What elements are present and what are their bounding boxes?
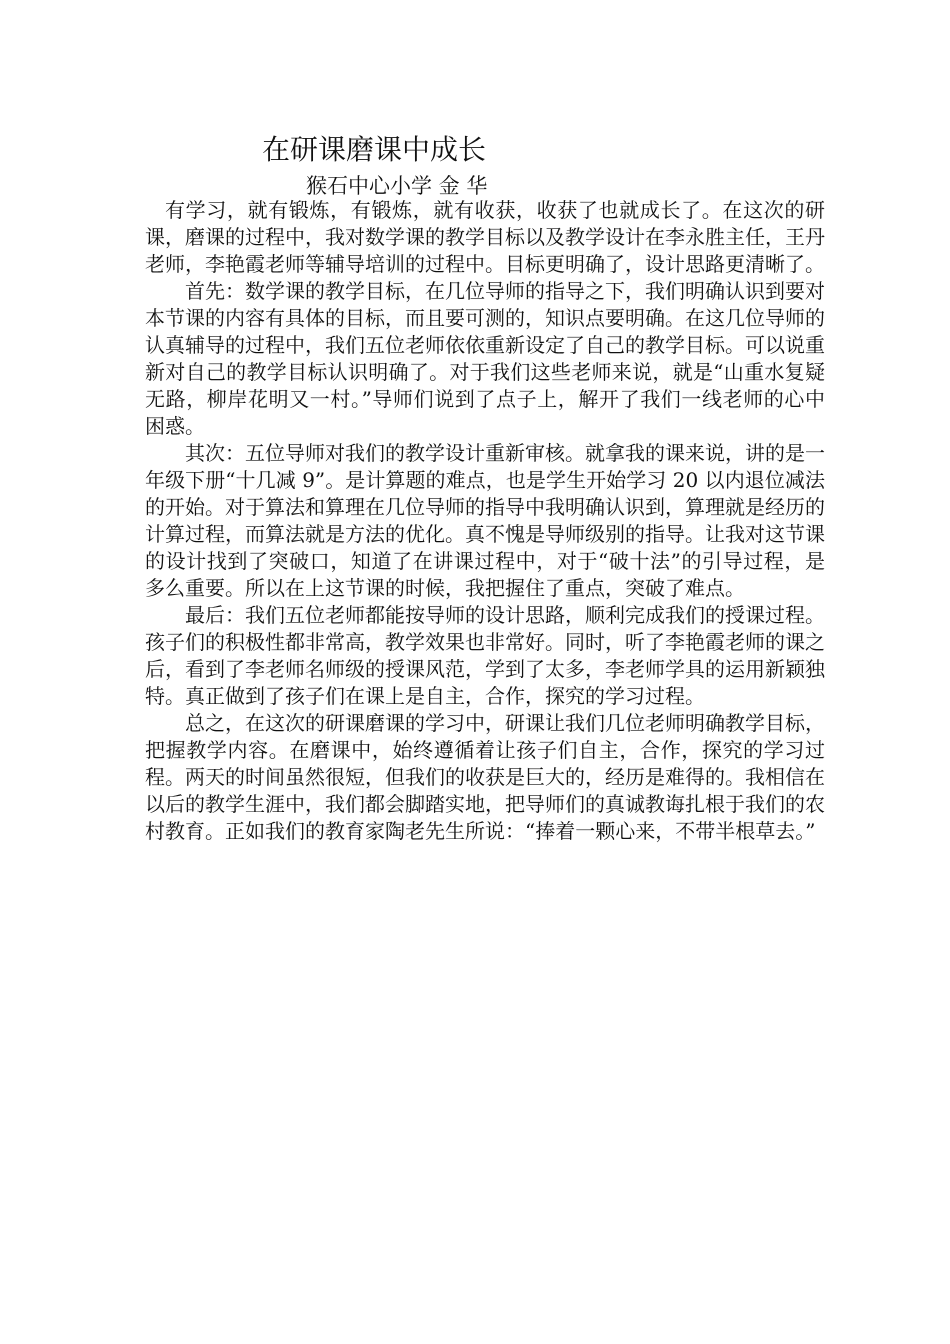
author-byline: 猴石中心小学 金 华: [306, 174, 488, 198]
paragraph-intro: 有学习，就有锻炼，有锻炼，就有收获，收获了也就成长了。在这次的研课，磨课的过程中，我对数学课的教学目标以及教学设计在李永胜主任，王丹老师，李艳霞老师等辅导培训的过程中。目标更明确了，设计思路更清晰了。: [145, 198, 825, 276]
paragraph-second-point: 其次：五位导师对我们的教学设计重新审核。就拿我的课来说，讲的是一年级下册“十几减 9”。是计算题的难点，也是学生开始学习 20 以内退位减法的开始。对于算法和算理在几位导师的指导中我明确认识到，算理就是经历的计算过程，而算法就是方法的优化。真不愧是导师级别的指导。让我对这节课的设计找到了突破口，知道了在讲课过程中，对于“破十法”的引导过程，是多么重要。所以在上这节课的时候，我把握住了重点，突破了难点。: [145, 441, 825, 600]
paragraph-first-point: 首先：数学课的教学目标，在几位导师的指导之下，我们明确认识到要对本节课的内容有具体的目标，而且要可测的，知识点要明确。在这几位导师的认真辅导的过程中，我们五位老师依依重新设定了自己的教学目标。可以说重新对自己的教学目标认识明确了。对于我们这些老师来说，就是“山重水复疑无路，柳岸花明又一村。”导师们说到了点子上，解开了我们一线老师的心中困惑。: [145, 279, 825, 438]
document-title: 在研课磨课中成长: [262, 133, 487, 166]
paragraph-third-point: 最后：我们五位老师都能按导师的设计思路，顺利完成我们的授课过程。孩子们的积极性都非常高，教学效果也非常好。同时，听了李艳霞老师的课之后，看到了李老师名师级的授课风范，学到了太多，李老师学具的运用新颖独特。真正做到了孩子们在课上是自主，合作，探究的学习过程。: [145, 603, 825, 708]
document-body: [145, 197, 825, 845]
paragraph-conclusion: 总之，在这次的研课磨课的学习中，研课让我们几位老师明确教学目标，把握教学内容。在磨课中，始终遵循着让孩子们自主，合作，探究的学习过程。两天的时间虽然很短，但我们的收获是巨大的，经历是难得的。我相信在以后的教学生涯中，我们都会脚踏实地，把导师们的真诚教诲扎根于我们的农村教育。正如我们的教育家陶老先生所说：“捧着一颗心来，不带半根草去。”: [145, 711, 825, 843]
